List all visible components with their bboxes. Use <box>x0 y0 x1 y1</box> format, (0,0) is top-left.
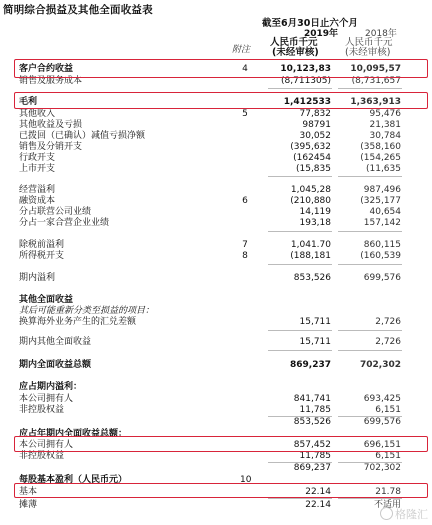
row-label: 销售及分销开支 <box>19 142 83 152</box>
value-2018: (325,177 <box>360 196 401 206</box>
row-nci-profit <box>0 404 432 416</box>
value-2018: (154,265 <box>360 153 401 163</box>
row-listing-expenses <box>0 163 432 175</box>
highlight-owners-tci <box>14 436 428 452</box>
header-year-current: 2019年 <box>304 29 339 39</box>
row-label: 应占年期内全面收益总额： <box>19 429 128 439</box>
row-note: 7 <box>242 240 248 250</box>
row-label: 基本 <box>19 487 38 497</box>
row-joint-venture <box>0 217 432 229</box>
value-2018: 21,381 <box>369 120 401 130</box>
value-2018: (358,160 <box>360 142 401 152</box>
value-2019: 15,711 <box>299 337 331 347</box>
row-fx-differences <box>0 316 432 328</box>
row-label: 摊薄 <box>19 500 38 510</box>
row-label: 期内溢利 <box>19 273 56 283</box>
row-profit-attributable-heading <box>0 381 432 393</box>
value-2018: 21.78 <box>375 487 401 497</box>
header-audit-prior: (未经审核) <box>345 47 391 58</box>
header-year-prior: 2018年 <box>365 29 397 39</box>
value-2019: 98791 <box>302 120 331 130</box>
value-2018: 702,302 <box>360 360 401 370</box>
row-label: 期内其他全面收益 <box>19 337 92 347</box>
value-2019: 77,832 <box>299 109 331 119</box>
value-2019: 14,119 <box>299 207 331 217</box>
value-2019: 1,041.70 <box>290 240 331 250</box>
row-label: 分占一家合营企业业绩 <box>19 218 110 228</box>
row-note: 4 <box>242 64 248 74</box>
value-2019: 841,741 <box>293 394 331 404</box>
value-2018: 860,115 <box>363 240 401 250</box>
value-2019: 22.14 <box>305 487 331 497</box>
value-2019: 869,237 <box>290 360 331 370</box>
row-label: 非控股权益 <box>19 405 65 415</box>
row-label: 应占期内溢利： <box>19 382 83 392</box>
value-2019: (15,835 <box>295 164 331 174</box>
row-label: 本公司拥有人 <box>19 440 74 450</box>
value-2019: (188,181 <box>290 251 331 261</box>
row-profit-for-period <box>0 272 432 284</box>
row-label: 除税前溢利 <box>19 240 65 250</box>
row-label: 销售及服务成本 <box>19 76 83 86</box>
value-2019: (210,880 <box>290 196 331 206</box>
value-2018: (11,635 <box>365 164 401 174</box>
value-2019: 1,412533 <box>283 97 331 107</box>
watermark <box>380 506 428 522</box>
value-2019: 869,237 <box>293 463 331 473</box>
row-label: 分占联营公司业绩 <box>19 207 92 217</box>
value-2018: 699,576 <box>363 417 401 427</box>
value-2019: 11,785 <box>299 451 331 461</box>
highlight-gross-profit <box>14 92 428 109</box>
header-period: 截至6月30日止六个月 <box>262 18 358 29</box>
row-label: 其他收益及亏损 <box>19 120 83 130</box>
row-label: 其他全面收益 <box>19 295 74 305</box>
value-2018: 40,654 <box>369 207 401 217</box>
row-total-comprehensive-income <box>0 359 432 371</box>
row-note: 5 <box>242 109 248 119</box>
value-2018: 不适用 <box>373 500 401 510</box>
row-note: 8 <box>242 251 248 261</box>
value-2019: 1,045,28 <box>290 185 331 195</box>
highlight-eps-basic <box>14 483 428 498</box>
row-label: 经营溢利 <box>19 185 56 195</box>
watermark-text: 格隆汇 <box>395 508 428 521</box>
row-label: 客户合约收益 <box>19 64 74 74</box>
header-unit-current: 人民币千元 <box>270 37 318 48</box>
row-income-tax <box>0 250 432 262</box>
value-2019: 193,18 <box>299 218 331 228</box>
value-2018: (8,731,657 <box>351 76 401 86</box>
value-2019: 853,526 <box>293 417 331 427</box>
value-2018: 95,476 <box>369 109 401 119</box>
value-2019: 853,526 <box>293 273 331 283</box>
value-2019: 10,123,83 <box>280 64 331 74</box>
row-label: 换算海外业务产生的汇兑差额 <box>19 317 137 327</box>
statement-title: 简明综合损益及其他全面收益表 <box>3 4 153 16</box>
row-label: 已拨回（已确认）减值亏损净额 <box>19 131 146 141</box>
row-label: 其他收入 <box>19 109 56 119</box>
value-2018: 702,302 <box>363 463 401 473</box>
row-label: 所得税开支 <box>19 251 65 261</box>
row-label: 毛利 <box>19 97 38 107</box>
value-2018: (160,539 <box>360 251 401 261</box>
value-2019: (395,632 <box>290 142 331 152</box>
value-2019: 30,052 <box>299 131 331 141</box>
value-2018: 10,095,57 <box>350 64 401 74</box>
value-2018: 6,151 <box>375 451 401 461</box>
row-note: 6 <box>242 196 248 206</box>
row-label: 非控股权益 <box>19 451 65 461</box>
value-2018: 696,151 <box>363 440 401 450</box>
value-2018: 157,142 <box>363 218 401 228</box>
row-label: 期内全面收益总额 <box>19 360 92 370</box>
row-label: 融资成本 <box>19 196 56 206</box>
highlight-revenue <box>14 59 428 78</box>
header-unit-prior: 人民币千元 <box>345 37 393 48</box>
watermark-logo-icon <box>380 507 393 520</box>
value-2018: 2,726 <box>375 317 401 327</box>
value-2019: 11,785 <box>299 405 331 415</box>
value-2018: 30,784 <box>369 131 401 141</box>
row-label: 每股基本盈利（人民币元） <box>19 475 128 485</box>
row-label: 上市开支 <box>19 164 56 174</box>
row-label: 行政开支 <box>19 153 56 163</box>
value-2019: (162454 <box>293 153 331 163</box>
value-2018: 2,726 <box>375 337 401 347</box>
header-note-column: 附注 <box>232 45 251 55</box>
value-2018: 1,363,913 <box>350 97 401 107</box>
row-label: 本公司拥有人 <box>19 394 74 404</box>
row-label: 其后可能重新分类至损益的项目： <box>19 306 155 316</box>
row-tci-attributable-total <box>0 462 432 474</box>
header-audit-current: (未经审核) <box>272 47 319 58</box>
row-eps-diluted <box>0 499 432 511</box>
value-2018: 699,576 <box>363 273 401 283</box>
value-2018: 6,151 <box>375 405 401 415</box>
value-2019: 15,711 <box>299 317 331 327</box>
row-note: 10 <box>240 475 252 485</box>
value-2018: 693,425 <box>363 394 401 404</box>
value-2019: (8,711305) <box>281 76 331 86</box>
row-profit-attributable-total <box>0 416 432 428</box>
value-2019: 857,452 <box>293 440 331 450</box>
value-2019: 22.14 <box>305 500 331 510</box>
value-2018: 987,496 <box>363 185 401 195</box>
row-oci-total <box>0 336 432 348</box>
